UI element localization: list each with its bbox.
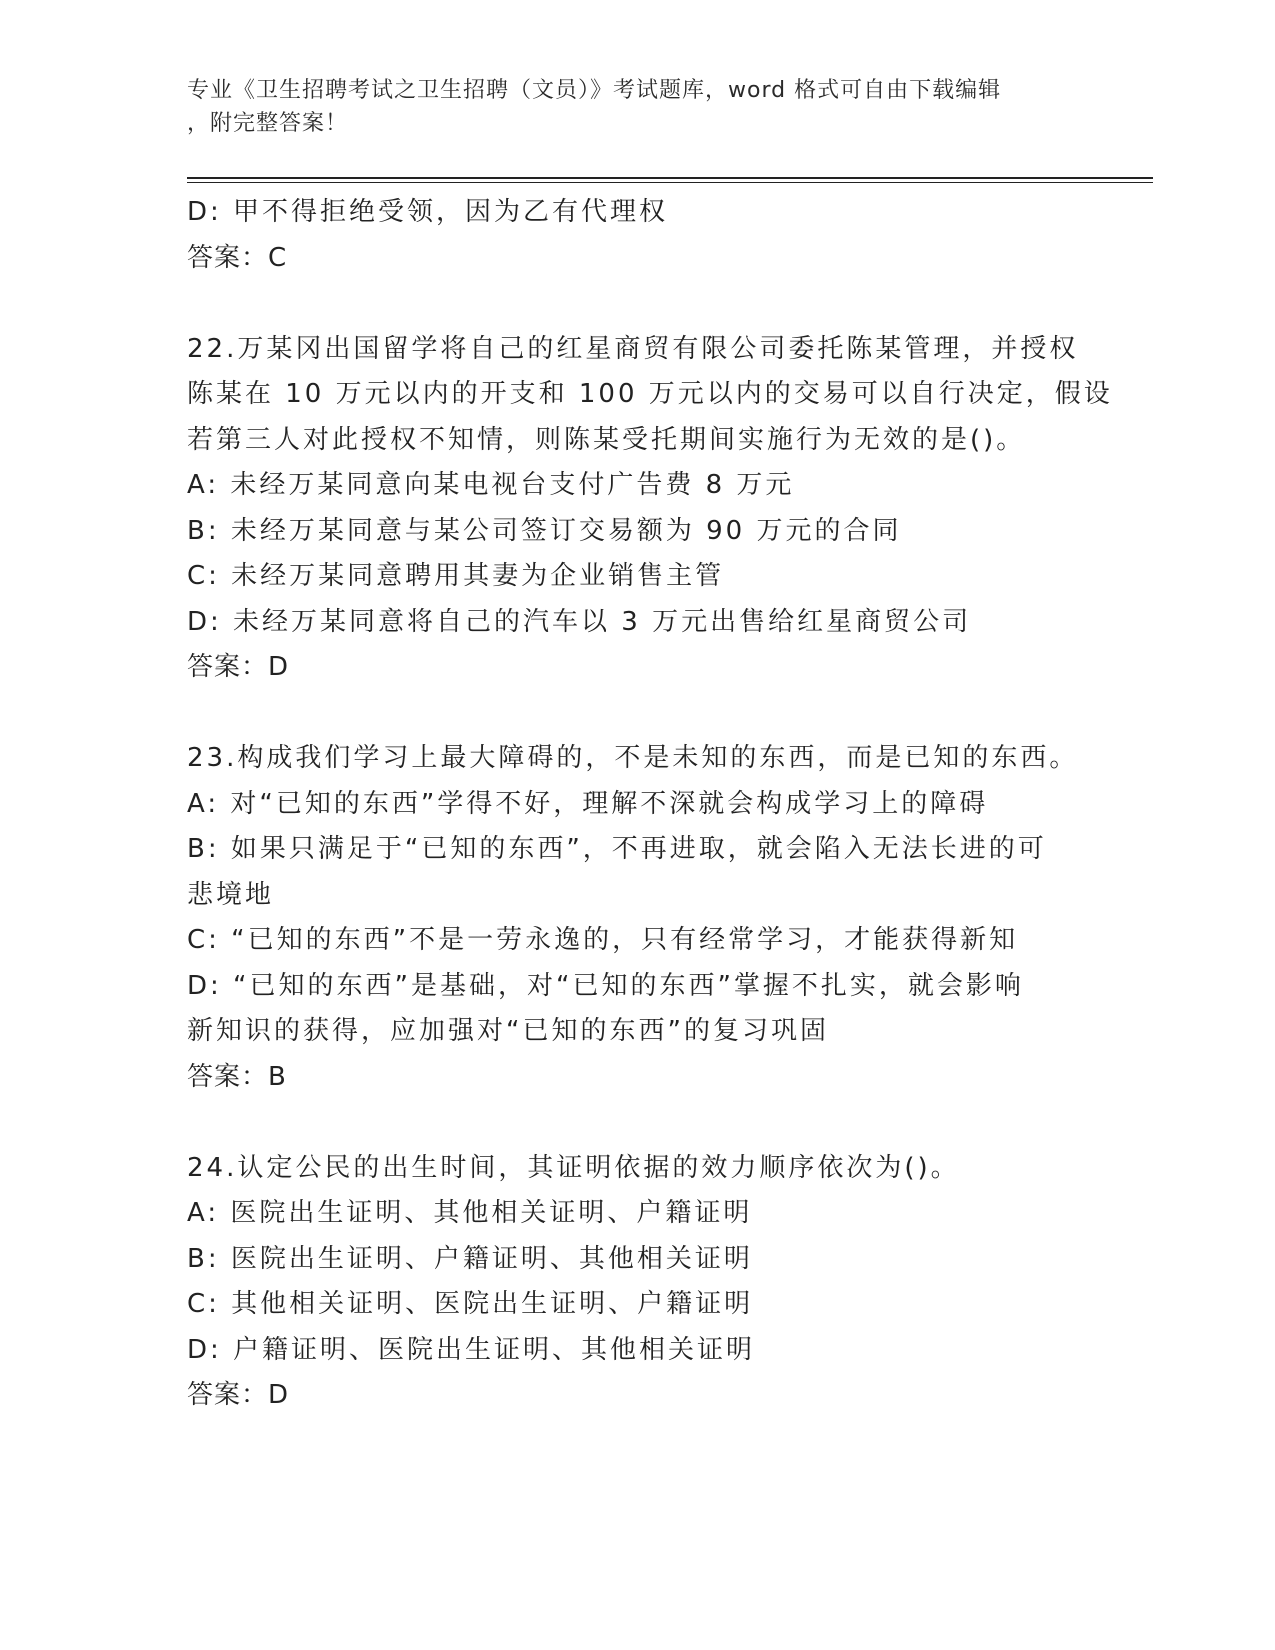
prev-question-option-d: D: 甲不得拒绝受领，因为乙有代理权 — [187, 197, 669, 227]
question-22 — [187, 327, 1113, 691]
spacer — [187, 691, 1087, 737]
option-b: B: 未经万某同意与某公司签订交易额为 90 万元的合同 — [187, 515, 902, 546]
option-b: B: 医院出生证明、户籍证明、其他相关证明 — [187, 1243, 753, 1274]
header-divider-thick — [187, 177, 1153, 179]
prev-question-answer: 答案：C — [187, 242, 288, 273]
question-stem-line: 22.万某冈出国留学将自己的红星商贸有限公司委托陈某管理，并授权 — [187, 333, 1079, 364]
answer-label: 答案：B — [187, 1061, 287, 1092]
option-a: A: 对“已知的东西”学得不好，理解不深就会构成学习上的障碍 — [187, 788, 989, 819]
question-24 — [187, 1146, 1087, 1419]
header-divider-thin — [187, 182, 1153, 183]
option-b-continued: 悲境地 — [187, 879, 275, 910]
option-c: C: 其他相关证明、医院出生证明、户籍证明 — [187, 1289, 754, 1319]
option-c: C: “已知的东西”不是一劳永逸的，只有经常学习，才能获得新知 — [187, 925, 1019, 955]
question-stem-line: 24.认定公民的出生时间，其证明依据的效力顺序依次为()。 — [187, 1152, 960, 1183]
option-d: D: 户籍证明、医院出生证明、其他相关证明 — [187, 1334, 756, 1365]
question-stem-line: 若第三人对此授权不知情，则陈某受托期间实施行为无效的是()。 — [187, 424, 1026, 455]
document-header — [187, 74, 1067, 140]
spacer — [187, 1100, 1087, 1146]
option-c: C: 未经万某同意聘用其妻为企业销售主管 — [187, 561, 725, 591]
option-d: D: “已知的东西”是基础，对“已知的东西”掌握不扎实，就会影响 — [187, 970, 1024, 1001]
answer-label: 答案：D — [187, 1380, 290, 1410]
header-title-line-1: 专业《卫生招聘考试之卫生招聘（文员）》考试题库，word 格式可自由下载编辑 — [187, 78, 1002, 103]
option-d: D: 未经万某同意将自己的汽车以 3 万元出售给红星商贸公司 — [187, 606, 972, 637]
spacer — [187, 281, 1087, 327]
option-a: A: 医院出生证明、其他相关证明、户籍证明 — [187, 1198, 753, 1228]
option-b: B: 如果只满足于“已知的东西”，不再进取，就会陷入无法长进的可 — [187, 834, 1047, 864]
answer-label: 答案：D — [187, 652, 290, 682]
option-d-continued: 新知识的获得，应加强对“已知的东西”的复习巩固 — [187, 1016, 829, 1046]
header-title-line-2: ，附完整答案！ — [187, 111, 349, 136]
question-stem-line: 陈某在 10 万元以内的开支和 100 万元以内的交易可以自行决定，假设 — [187, 379, 1113, 409]
question-23 — [187, 736, 1087, 1100]
question-stem-line: 23.构成我们学习上最大障碍的，不是未知的东西，而是已知的东西。 — [187, 743, 1079, 773]
question-content — [187, 190, 1113, 1419]
option-a: A: 未经万某同意向某电视台支付广告费 8 万元 — [187, 470, 795, 500]
